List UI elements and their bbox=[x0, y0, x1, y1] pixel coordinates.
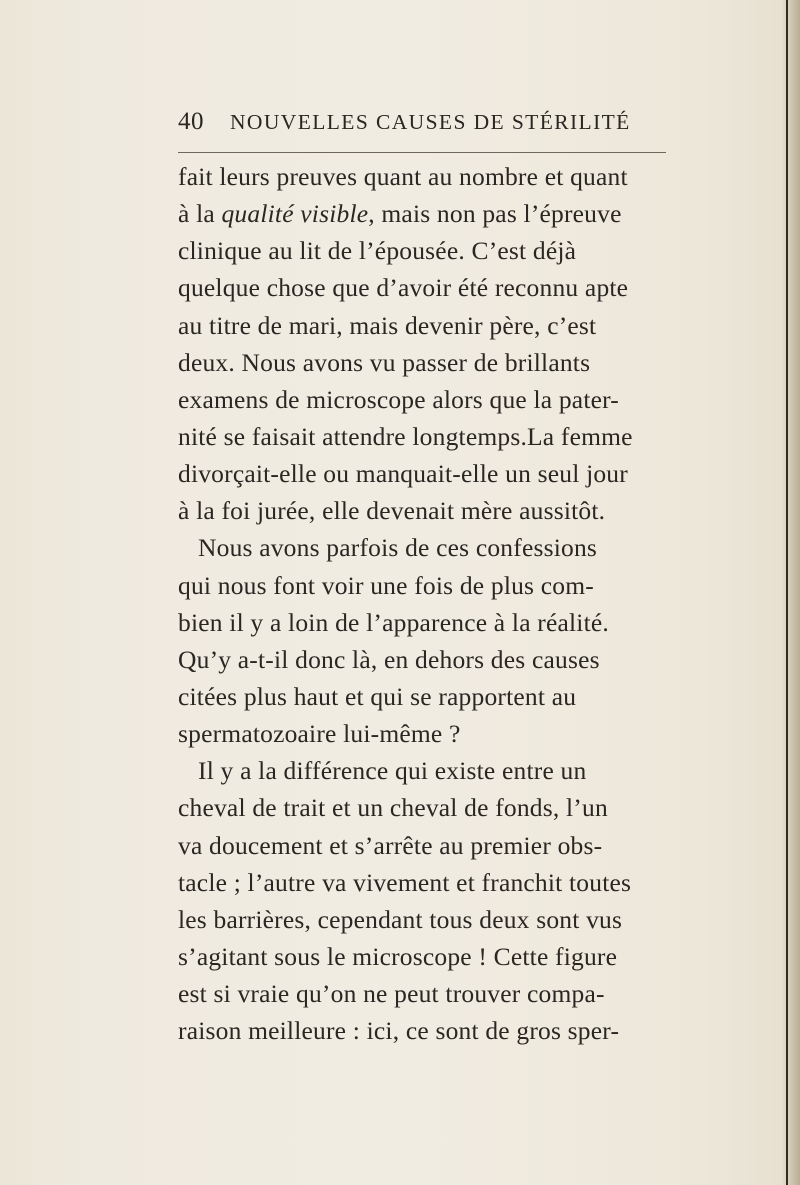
text-line: à la qualité visible, mais non pas l’épreuve bbox=[178, 199, 622, 229]
text-line: cheval de trait et un cheval de fonds, l’un bbox=[178, 793, 608, 823]
page-binding-line bbox=[786, 0, 788, 1185]
text-line: s’agitant sous le microscope ! Cette figure bbox=[178, 941, 618, 971]
page-binding-edge bbox=[782, 0, 800, 1185]
text-line: bien il y a loin de l’apparence à la réalité. bbox=[178, 607, 609, 637]
text-line: divorçait-elle ou manquait-elle un seul jour bbox=[178, 459, 628, 489]
page-number: 40 bbox=[178, 108, 204, 135]
text-line: à la foi jurée, elle devenait mère aussitôt. bbox=[178, 496, 606, 526]
text-line: Qu’y a-t-il donc là, en dehors des causes bbox=[178, 644, 600, 674]
text-line: quelque chose que d’avoir été reconnu apte bbox=[178, 273, 629, 303]
page-header bbox=[178, 108, 738, 148]
text-line: nité se faisait attendre longtemps.La femme bbox=[178, 421, 633, 451]
body-text bbox=[178, 158, 738, 1049]
text-line: qui nous font voir une fois de plus com- bbox=[178, 570, 594, 600]
text-line: tacle ; l’autre va vivement et franchit toutes bbox=[178, 867, 632, 897]
paragraph-start-line: Nous avons parfois de ces confessions bbox=[198, 533, 598, 563]
text-line: au titre de mari, mais devenir père, c’est bbox=[178, 310, 597, 340]
text-line: est si vraie qu’on ne peut trouver compa- bbox=[178, 979, 605, 1009]
text-line: citées plus haut et qui se rapportent au bbox=[178, 681, 577, 711]
text-line: raison meilleure : ici, ce sont de gros sper- bbox=[178, 1016, 620, 1046]
text-line: examens de microscope alors que la pater- bbox=[178, 384, 620, 414]
emphasized-phrase: qualité visible bbox=[221, 199, 369, 229]
running-title: NOUVELLES CAUSES DE STÉRILITÉ bbox=[230, 110, 631, 134]
text-line: clinique au lit de l’épousée. C’est déjà bbox=[178, 236, 577, 266]
paragraph-start-line: Il y a la différence qui existe entre un bbox=[198, 756, 587, 786]
text-line: va doucement et s’arrête au premier obs- bbox=[178, 830, 603, 860]
text-line: spermatozoaire lui-même ? bbox=[178, 719, 461, 749]
text-line: les barrières, cependant tous deux sont vus bbox=[178, 904, 623, 934]
text-line: deux. Nous avons vu passer de brillants bbox=[178, 347, 591, 377]
text-line: fait leurs preuves quant au nombre et quant bbox=[178, 162, 628, 191]
header-rule bbox=[178, 152, 666, 153]
